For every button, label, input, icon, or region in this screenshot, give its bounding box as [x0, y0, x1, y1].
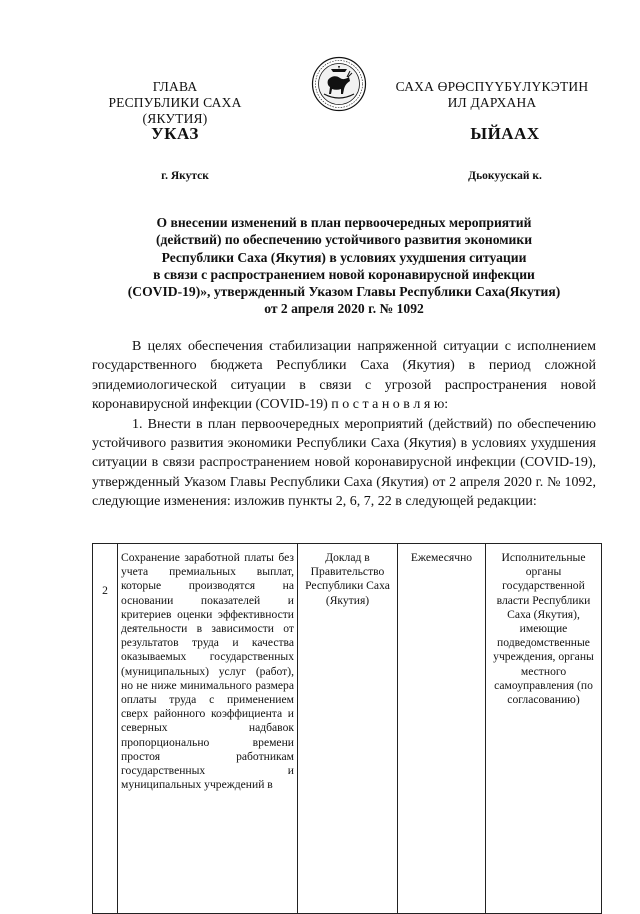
title-line: в связи с распространением новой коронавирусной инфекции	[153, 266, 535, 282]
header-right-line-1: САХА ӨРӨСПҮҮБҮЛҮКЭТИН	[395, 79, 589, 94]
place-yakut: Дьокуускай к.	[468, 170, 542, 182]
table-row	[93, 544, 602, 914]
header-left-line-1: ГЛАВА	[152, 79, 198, 94]
decree-body	[92, 337, 596, 512]
report-form-cell: Доклад в Правительство Республики Саха (Якутия)	[298, 544, 398, 914]
title-line: О внесении изменений в план первоочередных мероприятий	[156, 215, 532, 230]
header-left-line-2: РЕСПУБЛИКИ САХА (ЯКУТИЯ)	[108, 95, 242, 126]
title-line: от 2 апреля 2020 г. № 1092	[264, 301, 424, 317]
body-paragraph: 1. Внести в план первоочередных мероприятий (действий) по обеспечению устойчивого развития экономики Республики Саха (Якутия) в условиях ухудшения ситуации в связи распространением новой коронавирусной инфекции (COVID-19), утвержденный Указом Главы Республики Саха (Якутия) от 2 апреля 2020 г. № 1092, следующие изменения: изложив пункты 2, 6, 7, 22 в следующей редакции:	[92, 416, 596, 510]
item-number-cell: 2	[93, 544, 118, 914]
doc-type-yakut: ЫЙААХ	[470, 124, 540, 143]
place-russian: г. Якутск	[161, 170, 209, 182]
responsible-cell: Исполнительные органы государственной власти Республики Саха (Якутия), имеющие подведомственные учреждения, органы местного самоуправления (по согласованию)	[486, 544, 602, 914]
title-line: Республики Саха (Якутия) в условиях ухудшения ситуации	[161, 249, 527, 265]
header-left	[80, 79, 270, 127]
measure-cell: Сохранение заработной платы без учета премиальных выплат, которые производятся на основании показателей и критериев оценки эффективности деятельности в зависимости от результатов труда и качества оказываемых государственных (муниципальных) услуг (работ), но не ниже минимального размера оплаты труда с применением сверх районного коэффициента и северных надбавок пропорционально времени простоя работникам государственных и муниципальных учреждений в	[118, 544, 298, 914]
body-paragraph: В целях обеспечения стабилизации напряженной ситуации с исполнением государственного бюджета Республики Саха (Якутия) в период сложной эпидемиологической ситуации в связи с угрозой распространения новой коронавирусной инфекции (COVID-19) п о с т а н о в л я ю:	[92, 339, 596, 413]
header-right	[392, 79, 592, 111]
sakha-republic-coat-of-arms-icon	[311, 56, 367, 112]
title-line: (действий) по обеспечению устойчивого развития экономики	[155, 232, 533, 248]
title-line: (COVID-19)», утвержденный Указом Главы Республики Саха(Якутия)	[127, 284, 561, 300]
measures-table	[92, 543, 602, 914]
header-right-line-2: ИЛ ДАРХАНА	[447, 95, 537, 110]
decree-title	[88, 214, 600, 318]
deadline-cell: Ежемесячно	[398, 544, 486, 914]
doc-type-russian: УКАЗ	[151, 124, 199, 143]
